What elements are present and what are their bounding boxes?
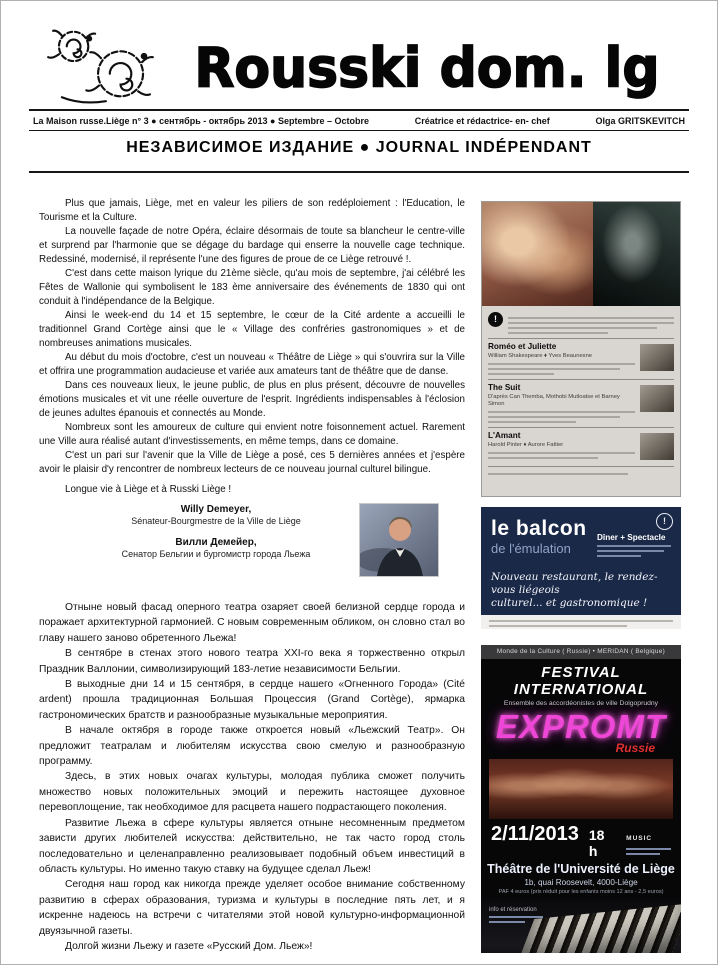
text-line — [597, 545, 671, 547]
balcon-offer — [597, 533, 671, 557]
show-section — [488, 427, 674, 464]
paragraph: В сентябре в стенах этого нового театра XXI-го века я торжественно открыл Праздник Валлонии, символизирующий 183-летие независимости Бельгии. — [39, 648, 465, 675]
text-line — [597, 550, 664, 552]
text-line — [488, 473, 628, 475]
text-line — [488, 457, 598, 459]
masthead-doodle-logo — [31, 21, 171, 109]
text-line — [597, 555, 641, 557]
signature-name-fr: Willy Demeyer, — [180, 504, 252, 515]
editor-name: Olga GRITSKEVITCH — [595, 116, 685, 126]
festival-price: PAF 4 euros (prix réduit pour les enfants moins 12 ans - 2,5 euros) — [498, 889, 664, 895]
show-info — [488, 342, 635, 375]
paragraph: Au début du mois d'octobre, c'est un nouveau « Théâtre de Liège » qui s'ouvrira sur la Ville et offrira une programmation audacieuse et variée aux amateurs tant de théâtre que de danse. — [39, 352, 465, 377]
text-line — [508, 327, 657, 329]
festival-subtitle: Ensemble des accordéonistes de ville Dolgoprudny — [503, 700, 659, 707]
show-thumbnail-photo — [640, 433, 674, 460]
theatre-liege-logo-icon: ! — [488, 312, 503, 327]
festival-title: FESTIVAL INTERNATIONAL — [513, 664, 649, 698]
festival-address: 1b, quai Roosevelt, 4000-Liège — [524, 878, 638, 887]
signature-name-ru: Вилли Демейер, — [175, 537, 257, 548]
text-line — [488, 373, 554, 375]
article-french — [39, 197, 465, 497]
festival-info-label: info et réservation — [489, 907, 537, 913]
emulation-logo-icon: ! — [656, 513, 673, 530]
balcon-name-line2: de l'émulation — [491, 541, 571, 556]
balcon-slogan-line2: culturel... et gastronomique ! — [491, 597, 648, 609]
text-line — [626, 853, 660, 855]
show-thumbnail-photo — [640, 385, 674, 412]
festival-ensemble-name: EXPROMT — [495, 708, 667, 745]
show-credit: Harold Pinter ♦ Aurore Fattier — [488, 442, 564, 448]
accordion-keyboard-photo — [481, 899, 681, 953]
paragraph: В начале октября в городе также откроется новый «Льежский Театр». Он предложит театралам и любителям искусства свою смелую и разнообразную программу. — [39, 725, 465, 768]
theatre-scene-photo-right — [593, 202, 680, 306]
text-line — [488, 421, 576, 423]
text-line — [626, 848, 671, 850]
journal-tagline: НЕЗАВИСИМОЕ ИЗДАНИЕ ● JOURNAL INDÉPENDANT — [126, 139, 592, 156]
show-title: Roméo et Juliette — [488, 342, 557, 351]
ensemble-group-photo — [489, 759, 673, 819]
text-line — [489, 921, 525, 923]
paragraph: Долгой жизни Льежу и газете «Русский Дом. Льеж»! — [65, 940, 313, 952]
theatre-scene-photo-left — [482, 202, 593, 306]
poster-theatre-program — [481, 201, 681, 497]
poster-theatre-body — [482, 306, 680, 464]
text-line — [508, 317, 674, 319]
paragraph: Plus que jamais, Liège, met en valeur les piliers de son redéploiement : l'Education, le Tourisme et la Culture. — [39, 198, 465, 223]
music-label: MUSIC — [626, 835, 653, 842]
left-column — [39, 197, 465, 954]
festival-time: 18 h — [588, 827, 605, 859]
poster-festival-expromt — [481, 645, 681, 953]
paragraph: Dans ces nouveaux lieux, le jeune public, de plus en plus présent, découvre de nouvelles émotions musicales et vit une réelle ouverture de l'esprit. Ingrédients indispensables à l'éclosion de jeunes adultes épanouis et connectés au Monde. — [39, 380, 465, 419]
signature-block — [51, 503, 381, 560]
text-line — [488, 452, 635, 454]
issue-line — [33, 113, 685, 129]
text-line — [488, 363, 635, 365]
poster-balcon-inner — [481, 507, 681, 629]
paragraph: La nouvelle façade de notre Opéra, éclaire désormais de toute sa blancheur le centre-ville et surprend par l'harmonie que se dégage du bardage qui enserre la nouvelle cage technique. Redessiné, modernisé, il représente l'une des figures de proue de ce Liège retrouvé !. — [39, 226, 465, 265]
paragraph: Отныне новый фасад оперного театра озаряет своей белизной сердце города и поражает архитектурной гармонией. С новым современным обликом, он словно стал во главу нашего заново обретенного Льежа! — [39, 602, 465, 644]
balcon-slogan-line1: Nouveau restaurant, le rendez-vous liégeois — [491, 571, 658, 596]
balcon-name-line1: le balcon — [491, 517, 587, 540]
festival-side-note — [626, 827, 671, 855]
show-section — [488, 379, 674, 427]
paragraph: C'est un pari sur l'avenir que la Ville de Liège a posé, ces 5 dernières années et j'espère avoir le plaisir d'y rencontrer de nombreux lecteurs de ce nouveau journal culturel bilingue. — [39, 450, 465, 475]
text-line — [488, 416, 620, 418]
willy-demeyer-portrait-photo — [359, 503, 439, 577]
show-thumbnail-photo — [640, 344, 674, 371]
balcon-offer-title: Dîner + Spectacle — [597, 533, 666, 542]
placeholder-text-lines — [488, 363, 635, 375]
editor-label: Créatrice et rédactrice- en- chef — [414, 116, 550, 126]
festival-country: Russie — [615, 741, 655, 755]
show-credit: D'après Can Themba, Mothobi Mutloatse et Barney Simon — [488, 394, 620, 407]
text-line — [489, 916, 543, 918]
show-title: L'Amant — [488, 431, 521, 440]
paragraph: Nombreux sont les amoureux de culture qui envient notre foisonnement actuel. Rarement une Ville aura réalisé autant d'investissements, en même temps, dans ce domaine. — [39, 422, 465, 447]
signature-title-fr: Sénateur-Bourgmestre de la Ville de Liège — [131, 516, 301, 526]
festival-datetime — [491, 823, 671, 859]
festival-info — [489, 907, 549, 923]
paragraph: Ainsi le week-end du 14 et 15 septembre, le cœur de la Cité ardente a accueilli le traditionnel Grand Cortège ainsi que le « Village des confréries gastronomiques » et de nombreuses animations musicales. — [39, 310, 465, 349]
paragraph: Сегодня наш город как никогда прежде уделяет особое внимание собственному развитию в сферах образования, туризма и культуры в последние пять лет, и я искренне надеюсь на встречи с читателями этой новой культурно-информационной двуязычной газеты. — [39, 879, 465, 937]
placeholder-text-lines — [488, 466, 674, 475]
signature-title-ru: Сенатор Бельгии и бургомистр города Льежа — [121, 549, 311, 559]
festival-date: 2/11/2013 — [491, 823, 579, 845]
masthead-title: Rousski dom. lg — [194, 37, 660, 101]
show-title: The Suit — [488, 383, 521, 392]
placeholder-text-lines — [489, 916, 549, 923]
paragraph: C'est dans cette maison lyrique du 21ème siècle, qu'au mois de septembre, j'ai célébré les Fêtes de Wallonie qui symbolisent le 183 ème anniversaire des événements de 1830 qui ont conduit à l'indépendance de la Belgique. — [39, 268, 465, 307]
text-line — [489, 620, 673, 622]
show-info — [488, 431, 635, 460]
paragraph: Longue vie à Liège et à Russki Liège ! — [65, 484, 232, 495]
poster-balcon-restaurant — [481, 507, 681, 629]
paragraph: Здесь, в этих новых очагах культуры, молодая публика сможет получить множество новых положительных эмоций и пережить настоящее духовное перевоплощение, так необходимое для расцвета нашего подрастающего поколения. — [39, 771, 465, 814]
divider — [29, 109, 689, 111]
show-credit: William Shakespeare ♦ Yves Beaunesne — [488, 353, 593, 359]
text-line — [489, 625, 627, 627]
placeholder-text-lines — [481, 615, 681, 629]
text-line — [508, 322, 674, 324]
placeholder-text-lines — [626, 848, 671, 855]
text-line — [508, 332, 608, 334]
placeholder-text-lines — [508, 314, 674, 334]
poster-theatre-photo-strip — [482, 202, 680, 306]
festival-venue: Théâtre de l'Université de Liège — [487, 862, 675, 876]
balcon-slogan — [491, 571, 671, 610]
spacer — [51, 527, 381, 536]
placeholder-text-lines — [597, 545, 671, 557]
placeholder-text-lines — [488, 411, 635, 423]
show-section — [488, 338, 674, 379]
article-russian — [39, 600, 465, 954]
show-info — [488, 383, 635, 423]
poster-theatre-intro — [488, 310, 674, 338]
paragraph: Развитие Льежа в сфере культуры является отныне несомненным предметом зависти других любителей искусства: действительно, не так часто город столь последовательно и целенаправленно реализовывает подобный объем инвестиций в область культуры. Но именно такую ставку на будущее сделал Льеж! — [39, 817, 465, 875]
text-line — [488, 368, 620, 370]
divider — [29, 130, 689, 131]
festival-organizers: Monde de la Culture ( Russie) • MERIDAN ( Belgique) — [481, 645, 681, 659]
paragraph: В выходные дни 14 и 15 сентября, в сердце нашего «Огненного Города» (Cité ardent) прошла традиционная Большая Процессия (Grand Cortège), ярмарка гастрономических братств и разнообразные музыкальные мероприятия. — [39, 679, 465, 721]
text-line — [488, 411, 635, 413]
divider — [29, 171, 689, 173]
issue-info: La Maison russe.Liège n° 3 ● сентябрь - октябрь 2013 ● Septembre – Octobre — [33, 116, 370, 126]
placeholder-text-lines — [488, 452, 635, 459]
